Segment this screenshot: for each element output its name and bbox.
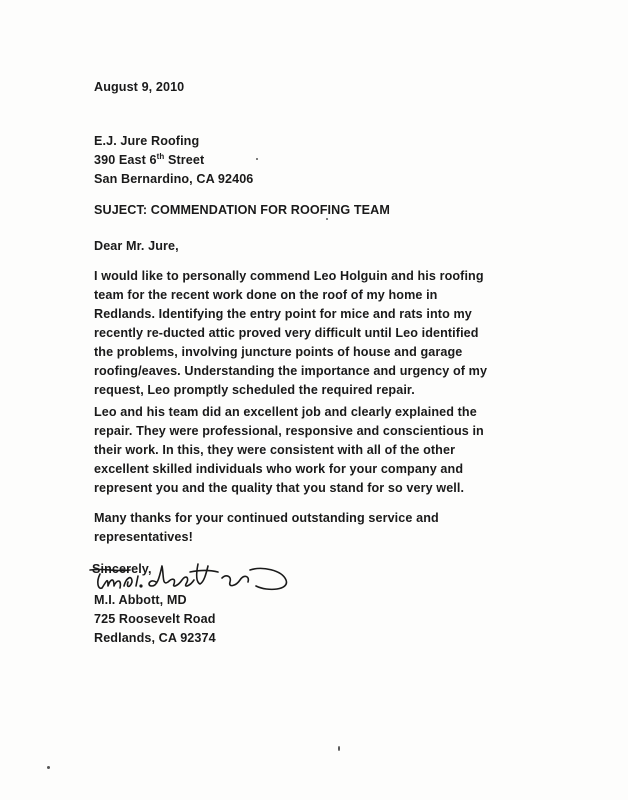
recipient-street-number: 390 East 6 [94, 153, 157, 167]
scan-speck [256, 158, 258, 160]
scan-speck [326, 218, 328, 220]
paragraph-line: roofing/eaves. Understanding the importance and urgency of my [94, 364, 488, 378]
paragraph-line: represent you and the quality that you stand for so very well. [94, 481, 465, 495]
paragraph-line: recently re-ducted attic proved very difficult until Leo identified [94, 326, 479, 340]
recipient-street [94, 151, 253, 170]
paragraph-line: Many thanks for your continued outstanding service and [94, 511, 439, 525]
paragraph-line: their work. In this, they were consistent with all of the other [94, 443, 456, 457]
paragraph-2 [94, 403, 484, 498]
salutation: Dear Mr. Jure, [94, 239, 179, 253]
sender-street: 725 Roosevelt Road [94, 612, 216, 626]
paragraph-line: request, Leo promptly scheduled the required repair. [94, 383, 415, 397]
sender-name: M.I. Abbott, MD [94, 593, 187, 607]
recipient-city: San Bernardino, CA 92406 [94, 172, 254, 186]
paragraph-1 [94, 267, 487, 400]
paragraph-line: excellent skilled individuals who work for your company and [94, 462, 464, 476]
recipient-name: E.J. Jure Roofing [94, 134, 200, 148]
scan-speck [338, 746, 340, 751]
scan-speck [47, 766, 50, 769]
subject-line: SUJECT: COMMENDATION FOR ROOFING TEAM [94, 203, 390, 217]
paragraph-line: team for the recent work done on the roof of my home in [94, 288, 438, 302]
paragraph-line: representatives! [94, 530, 193, 544]
sender-city: Redlands, CA 92374 [94, 631, 216, 645]
recipient-street-ordinal: th [156, 151, 165, 161]
paragraph-line: the problems, involving juncture points of house and garage [94, 345, 463, 359]
paragraph-line: Leo and his team did an excellent job and clearly explained the [94, 405, 477, 419]
recipient-address [94, 132, 253, 189]
recipient-street-name: Street [164, 153, 205, 167]
sender-signature-block [94, 591, 216, 648]
closing: Sincerely, [92, 562, 152, 576]
paragraph-line: I would like to personally commend Leo Holguin and his roofing [94, 269, 484, 283]
letter-date: August 9, 2010 [94, 80, 185, 94]
paragraph-line: repair. They were professional, responsive and conscientious in [94, 424, 484, 438]
paragraph-line: Redlands. Identifying the entry point for mice and rats into my [94, 307, 472, 321]
paragraph-3 [94, 509, 439, 547]
